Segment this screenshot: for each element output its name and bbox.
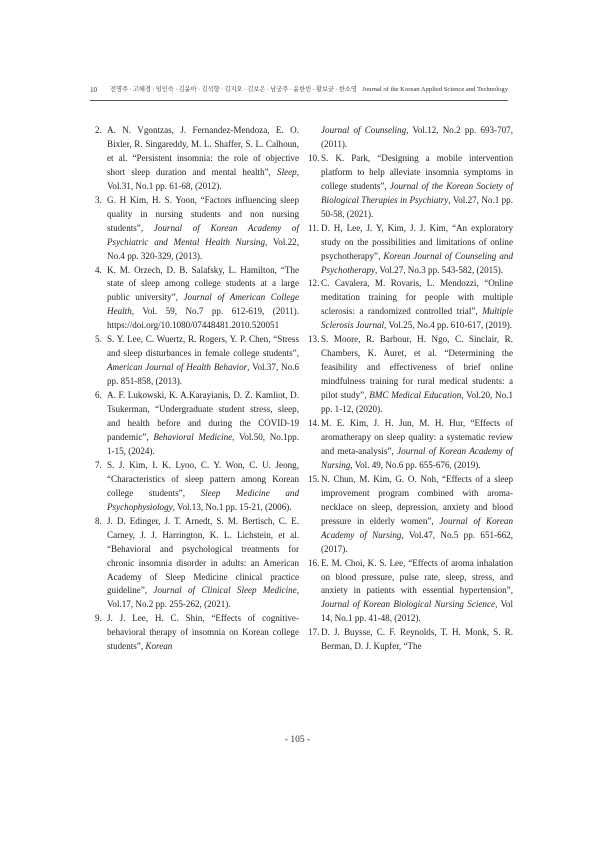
reference-text: D. H, Lee, J. Y, Kim, J. J. Kim, “An exploratory study on the possibilities and limitations of online psychotherapy”, xyxy=(321,222,513,261)
reference-details: , Vol.22, No.4 pp. 320-329, (2013). xyxy=(107,236,299,261)
reference-number: 16. xyxy=(308,557,320,568)
reference-number: 2. xyxy=(95,125,102,135)
reference-source: Journal of American College Health xyxy=(107,292,299,317)
reference-number: 6. xyxy=(95,390,102,401)
reference-text: D. J. Buysse, C. F. Reynolds, T. H. Monk, S. R. Berman, D. J. Kupfer, “The xyxy=(321,627,513,652)
reference-item xyxy=(309,152,513,222)
reference-source: Journal of Clinical Sleep Medicine xyxy=(153,585,297,596)
reference-number: 9. xyxy=(95,613,102,624)
reference-number: 17. xyxy=(308,627,320,638)
header-page-number: 10 xyxy=(90,86,97,94)
reference-details: , Vol.31, No.1 pp. 61-68, (2012). xyxy=(107,166,299,191)
reference-item xyxy=(95,264,299,334)
reference-text: J. J. Lee, H. C. Shin, “Effects of cognitive-behavioral therapy of insomnia on Korean college students”, xyxy=(107,613,299,652)
reference-number: 7. xyxy=(95,459,102,470)
reference-source: Multiple Sclerosis Journal xyxy=(321,306,513,331)
reference-item-continued xyxy=(309,124,513,152)
reference-text: S. Y. Lee, C. Wuertz, R. Rogers, Y. P. Chen, “Stress and sleep disturbances in female college students”, xyxy=(107,334,299,359)
reference-details: , Vol.50, No.1pp. 1-15, (2024). xyxy=(107,431,300,456)
reference-source: Journal of Korean Academy of Nursing xyxy=(321,515,513,540)
reference-source: Journal of Korean Academy of Psychiatric and Mental Health Nursing xyxy=(107,222,299,247)
reference-item xyxy=(95,124,299,194)
reference-details: , Vol.27, No.3 pp. 543-582, (2015). xyxy=(375,264,504,275)
reference-text: K. M. Orzech, D. B. Salafsky, L. Hamilton, “The state of sleep among college students at a large public university”, xyxy=(107,264,299,303)
reference-source: Journal of Korean Academy of Nursing xyxy=(321,445,513,470)
reference-text: C. Cavalera, M. Rovaris, L. Mendozzi, “Online meditation training for people with multiple sclerosis: a randomized controlled trial”, xyxy=(321,278,513,317)
reference-source: Korean Journal of Counseling and Psychotherapy xyxy=(321,250,513,275)
reference-text: G. H Kim, H. S. Yoon, “Factors influencing sleep quality in nursing students and non nursing students”, xyxy=(107,194,299,233)
reference-details: , Vol.47, No.5 pp. 651-662, (2017). xyxy=(321,529,513,554)
reference-source: Sleep xyxy=(277,166,297,177)
reference-item xyxy=(309,626,513,654)
reference-details: , Vol.17, No.2 pp. 255-262, (2021). xyxy=(107,585,299,610)
reference-source: Korean xyxy=(145,641,173,652)
reference-details: , Vol.12, No.2 pp. 693-707, (2011). xyxy=(321,125,513,149)
reference-details: , Vol.37, No.6 pp. 851-858, (2013). xyxy=(107,362,299,387)
header-authors: 전명주 · 고혜경 · 임인숙 · 김윤아 · 김석향 · 김지오 · 김보은 · 남궁주 · 윤한빈 · 황보균 · 한소영 xyxy=(110,86,357,93)
reference-item xyxy=(95,459,299,515)
reference-source: Journal of the Korean Society of Biological Therapies in Psychiatry xyxy=(321,180,514,205)
reference-item xyxy=(309,222,513,278)
reference-item xyxy=(95,333,299,389)
reference-number: 3. xyxy=(95,194,102,205)
reference-details: , Vol 14, No.1 pp. 41-48, (2012). xyxy=(321,599,513,624)
reference-number: 12. xyxy=(308,278,320,289)
reference-details: , Vol.25, No.4 pp. 610-617, (2019). xyxy=(384,320,513,331)
reference-text: M. E. Kim, J. H. Jun, M. H. Hur, “Effects of aromatherapy on sleep quality: a systematic review and meta-analysis”, xyxy=(321,418,513,456)
reference-number: 5. xyxy=(95,334,102,345)
references-left-column xyxy=(95,124,299,654)
reference-number: 4. xyxy=(95,264,102,275)
reference-item xyxy=(95,389,299,459)
reference-text: E. M. Choi, K. S. Lee, “Effects of aroma inhalation on blood pressure, pulse rate, sleep, stress, and anxiety in patients with essential hypertension”, xyxy=(321,557,513,596)
running-header xyxy=(90,84,508,96)
header-journal-title: Journal of the Korean Applied Science and Technology xyxy=(362,86,508,93)
reference-source: Sleep Medicine and Psychophysiology xyxy=(107,487,300,512)
reference-details: , Vol.20, No.1 pp. 1-12, (2020). xyxy=(321,390,513,415)
reference-number: 14. xyxy=(308,418,320,429)
reference-number: 15. xyxy=(308,473,320,484)
references-right-column xyxy=(309,124,513,654)
reference-source: Journal of Counseling xyxy=(321,125,407,135)
reference-source: Journal of Korean Biological Nursing Science xyxy=(321,599,496,610)
reference-text: S. Moore, R. Barbour, H. Ngo, C. Sinclair, R. Chambers, K. Auret, et al. “Determining the feasibility and effectiveness of brief online mindfulness training for rural medical students: a pilot study”, xyxy=(321,334,513,401)
reference-text: S. K. Park, “Designing a mobile intervention platform to help alleviate insomnia symptoms in college students”, xyxy=(321,152,513,191)
reference-number: 11. xyxy=(308,222,320,233)
reference-source: American Journal of Health Behavior xyxy=(107,362,248,373)
reference-text: J. D. Edinger, J. T. Arnedt, S. M. Bertisch, C. E. Carney, J. J. Harrington, K. L. Lichstein, et al. “Behavioral and psychological treatments for chronic insomnia disorder in adults: an American Academy of Sleep Medicine clinical practice guideline”, xyxy=(107,515,299,596)
reference-item xyxy=(95,194,299,264)
reference-item xyxy=(309,473,513,557)
reference-item xyxy=(309,277,513,333)
reference-number: 8. xyxy=(95,515,102,526)
reference-text: S. J. Kim, I. K. Lyoo, C. Y. Won, C. U. Jeong, “Characteristics of sleep pattern among Korean college students”, xyxy=(107,459,299,498)
reference-text: A. N. Vgontzas, J. Fernandez-Mendoza, E. O. Bixler, R. Singareddy, M. L. Shaffer, S. L. Calhoun, et al. “Persistent insomnia: the role of objective short sleep duration and mental health”, xyxy=(107,125,299,177)
reference-number: 13. xyxy=(308,334,320,345)
reference-details: , Vol. 59, No.7 pp. 612-619, (2011). https://doi.org/10.1080/07448481.2010.520051 xyxy=(107,306,299,331)
reference-details: , Vol.27, No.1 pp. 50-58, (2021). xyxy=(321,194,514,219)
page-footer-number: - 105 - xyxy=(284,735,311,745)
reference-item xyxy=(95,612,299,654)
reference-number: 10. xyxy=(308,152,320,163)
reference-text: N. Chun, M. Kim, G. O. Noh, “Effects of a sleep improvement program combined with aroma-necklace on sleep, depression, anxiety and blood pressure in elderly women”, xyxy=(321,473,513,526)
reference-item xyxy=(309,417,513,473)
reference-item xyxy=(95,515,299,613)
reference-source: Behavioral Medicine xyxy=(153,431,233,442)
reference-item xyxy=(309,333,513,417)
reference-text: A. F. Lukowski, K. A.Karayianis, D. Z. Kamliot, D. Tsukerman, “Undergraduate student stress, sleep, and health before and during the COVID-19 pandemic”, xyxy=(107,390,299,442)
header-rule xyxy=(90,100,508,101)
reference-details: , Vol.13, No.1 pp. 15-21, (2006). xyxy=(172,501,292,512)
reference-item xyxy=(309,557,513,627)
reference-source: BMC Medical Education xyxy=(369,390,462,401)
reference-details: , Vol. 49, No.6 pp. 655-676, (2019). xyxy=(350,459,481,470)
